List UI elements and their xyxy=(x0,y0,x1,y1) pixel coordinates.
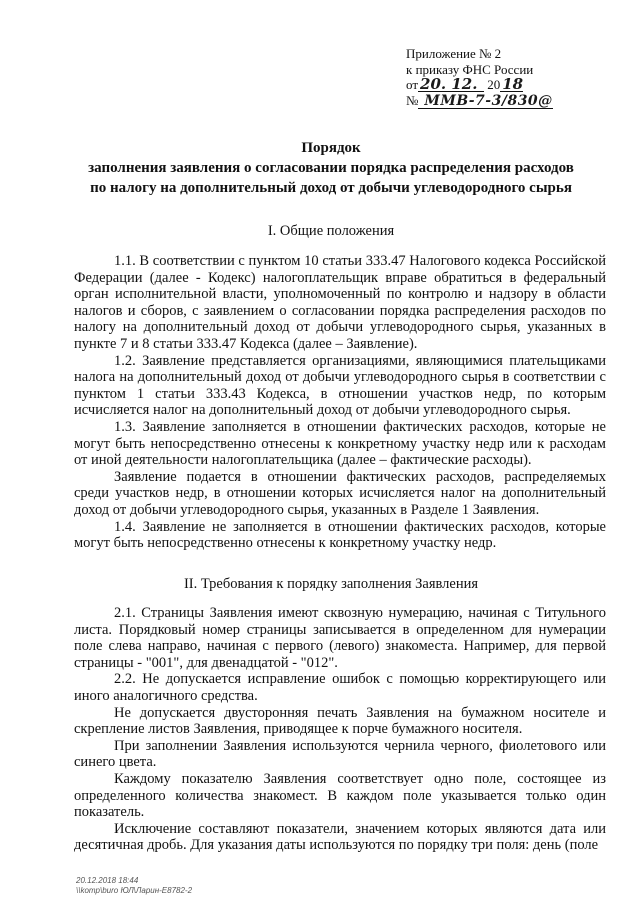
handwritten-year: 18 xyxy=(502,75,524,93)
section-1-body xyxy=(74,253,606,552)
paragraph-1-3: 1.3. Заявление заполняется в отношении фактических расходов, которые не могут быть непосредственно отнесены к конкретному участку недр или к расходам от иной деятельности налогоплательщика (далее – фактические расходы). xyxy=(74,418,606,469)
section-1-heading: I. Общие положения xyxy=(267,223,395,239)
paragraph-2-1: 2.1. Страницы Заявления имеют сквозную нумерацию, начиная с Титульного листа. Порядковый номер страницы записывается в определенном для нумерации поле слева направо, начиная с первого (левого) знакоместа. Например, для первой страницы - "001", для двенадцатой - "012". xyxy=(74,605,606,671)
appendix-order-ref: к приказу ФНС России xyxy=(406,61,534,77)
year-underline xyxy=(500,75,524,93)
title-line-1: Порядок xyxy=(301,140,361,156)
paragraph-2-2-cont-4: Исключение составляют показатели, значением которых являются дата или десятичная дробь. Для указания даты используются по порядку три поля: день (поле xyxy=(74,820,606,854)
section-2-heading: II. Требования к порядку заполнения Заявления xyxy=(183,576,479,592)
handwritten-number: ММВ-7-3/830@ xyxy=(424,92,553,109)
title-line-2: заполнения заявления о согласовании порядка распределения расходов xyxy=(88,160,574,176)
section-2-body xyxy=(74,605,606,854)
paragraph-1-2: 1.2. Заявление представляется организациями, являющимися плательщиками налога на дополнительный доход от добычи углеводородного сырья в соответствии с пунктом 1 статьи 333.43 Кодекса, в отношении участков недр, по которым исчисляется налог на дополнительный доход от добычи углеводородного сырья. xyxy=(74,352,606,419)
appendix-number-line xyxy=(406,93,606,109)
paragraph-1-3-cont: Заявление подается в отношении фактических расходов, распределяемых среди участков недр, в отношении которых исчисляется налог на дополнительный доход от добычи углеводородного сырья, указанных в Разделе 1 Заявления. xyxy=(74,468,606,518)
appendix-date-line xyxy=(406,77,606,93)
number-underline xyxy=(418,94,552,109)
footer-timestamp: 20.12.2018 18:44 xyxy=(76,876,139,885)
paragraph-1-4: 1.4. Заявление не заполняется в отношении фактических расходов, которые могут быть непосредственно отнесены к конкретному участку недр. xyxy=(74,518,606,552)
paragraph-2-2-cont-1: Не допускается двусторонняя печать Заявления на бумажном носителе и скрепление листов Заявления, приводящее к порче бумажного носителя. xyxy=(74,704,606,738)
number-prefix: № xyxy=(406,92,419,108)
footer-file-path: \\komp\buro ЮЛ\Ларин-Е8782-2 xyxy=(76,886,193,895)
title-line-3: по налогу на дополнительный доход от добычи углеводородного сырья xyxy=(90,180,572,196)
print-footer xyxy=(76,876,192,896)
year-prefix: 20 xyxy=(487,77,501,92)
appendix-header xyxy=(406,46,606,108)
paragraph-2-2-cont-2: При заполнении Заявления используются чернила черного, фиолетового или синего цвета. xyxy=(74,737,606,771)
paragraph-2-2-cont-3: Каждому показателю Заявления соответствует одно поле, состоящее из определенного количества знакомест. В каждом поле указывается только один показатель. xyxy=(74,770,606,821)
date-prefix: от xyxy=(406,77,419,92)
handwritten-date: 20. 12. xyxy=(420,75,478,93)
paragraph-2-2: 2.2. Не допускается исправление ошибок с помощью корректирующего или иного аналогичного средства. xyxy=(74,671,606,704)
date-underline xyxy=(418,75,484,93)
appendix-label: Приложение № 2 xyxy=(406,46,502,61)
paragraph-1-1: 1.1. В соответствии с пунктом 10 статьи 333.47 Налогового кодекса Российской Федерации (далее - Кодекс) налогоплательщик вправе обратиться в федеральный орган исполнительной власти, уполномоченный по контролю и надзору в области налогов и сборов, с заявлением о согласовании порядка распределения расходов по налогу на дополнительный доход от добычи углеводородного сырья, указанных в пункте 7 и 8 статьи 333.47 Кодекса (далее – Заявление). xyxy=(74,253,606,352)
document-title xyxy=(60,138,602,198)
